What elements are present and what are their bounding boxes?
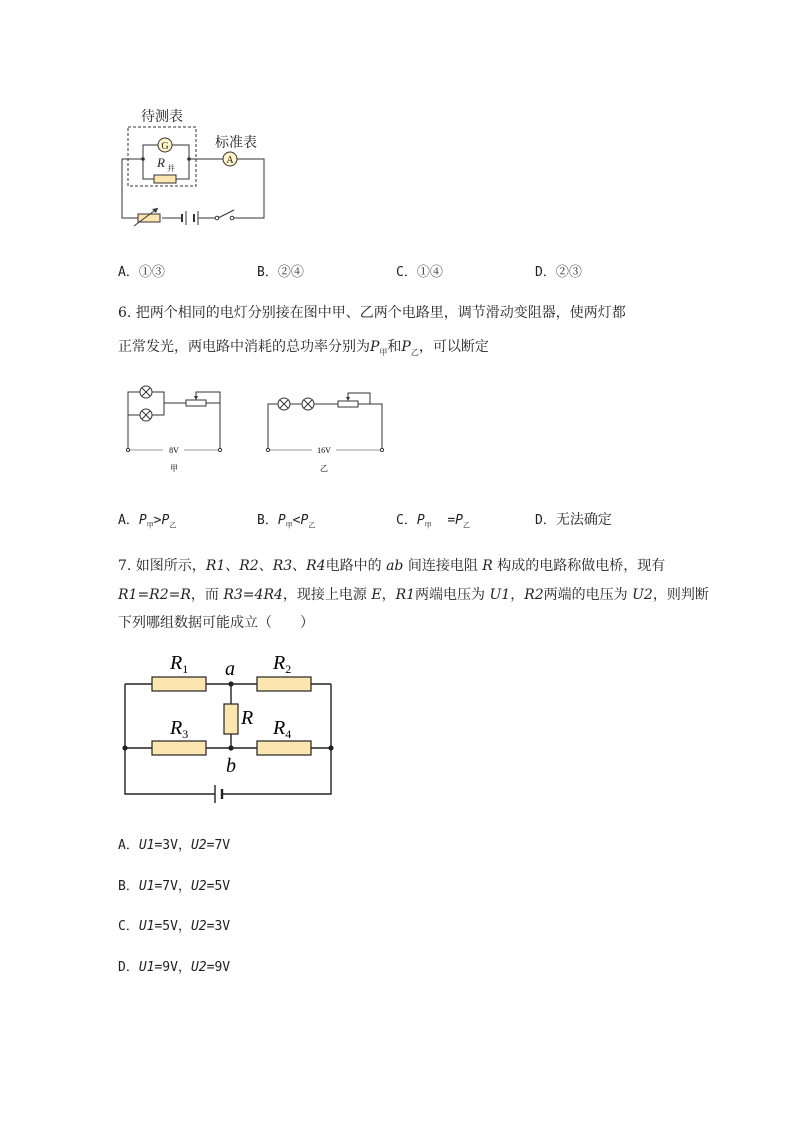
svg-text:乙: 乙 xyxy=(320,464,328,473)
svg-text:并: 并 xyxy=(167,164,175,173)
shunt-label: R xyxy=(157,155,165,170)
resistor-r2 xyxy=(257,677,311,691)
svg-text:16V: 16V xyxy=(317,446,331,455)
resistor-r4 xyxy=(257,741,311,755)
q6-option-d: D．无法确定 xyxy=(535,512,612,528)
circuit-yi xyxy=(266,393,383,473)
q5-option-a: A．①③ xyxy=(118,265,165,280)
q7-line-3: 下列哪组数据可能成立（ ） xyxy=(118,615,314,631)
circuit-jia xyxy=(126,386,221,473)
q7-option-d: D．U1=9V，U2=9V xyxy=(118,960,231,975)
svg-text:A: A xyxy=(226,155,234,166)
q6-circuits-figure xyxy=(118,378,398,478)
q6-option-c: C．$P_甲 =P_乙$ xyxy=(396,513,470,530)
svg-text:a: a xyxy=(225,658,235,680)
svg-text:R2: $R_2$ xyxy=(273,652,292,676)
box-label: 待测表 xyxy=(141,110,183,125)
q5-option-d: D．②③ xyxy=(535,265,582,280)
calibration-circuit-figure xyxy=(110,100,280,230)
svg-text:R: R xyxy=(241,707,254,729)
q5-option-c: C．①④ xyxy=(396,265,443,280)
svg-text:G: G xyxy=(161,141,169,152)
q7-option-c: C．U1=5V，U2=3V xyxy=(118,919,231,934)
svg-text:甲: 甲 xyxy=(170,464,178,473)
svg-text:R4: $R_4$ xyxy=(273,717,292,741)
q6-option-b: B．$P_甲<P_乙$ xyxy=(257,513,316,530)
standard-meter-label: 标准表 xyxy=(215,136,257,151)
svg-text:R3: $R_3$ xyxy=(170,717,189,741)
q6-line-1: 6. 把两个相同的电灯分别接在图中甲、乙两个电路里，调节滑动变阻器，使两灯都 xyxy=(118,305,626,321)
q7-line-1: 7. 如图所示，R1、R2、R3、R4电路中的 ab 间连接电阻 R 构成的电路称做电桥，现有 xyxy=(118,558,666,574)
q7-option-b: B．U1=7V，U2=5V xyxy=(118,879,231,894)
svg-text:R1: $R_1$ xyxy=(170,652,189,676)
svg-text:8V: 8V xyxy=(169,446,179,455)
q6-option-a: A．$P_甲>P_乙$ xyxy=(118,513,177,530)
shunt-resistor xyxy=(154,175,176,183)
q7-option-a: A．U1=3V，U2=7V xyxy=(118,838,231,853)
resistor-r1 xyxy=(152,677,206,691)
q5-option-b: B．②④ xyxy=(257,265,304,280)
q7-line-2: R1=R2=R，而 R3=4R4，现接上电源 E，R1两端电压为 U1，R2两端的电压为 U2，则判断 xyxy=(118,587,709,603)
resistor-r xyxy=(224,704,238,734)
resistor-r3 xyxy=(152,741,206,755)
bridge-circuit-figure xyxy=(118,648,348,808)
svg-text:b: b xyxy=(226,755,236,777)
q6-line-2: 正常发光，两电路中消耗的总功率分别为$P_甲$和$P_乙$，可以断定 xyxy=(118,339,489,357)
